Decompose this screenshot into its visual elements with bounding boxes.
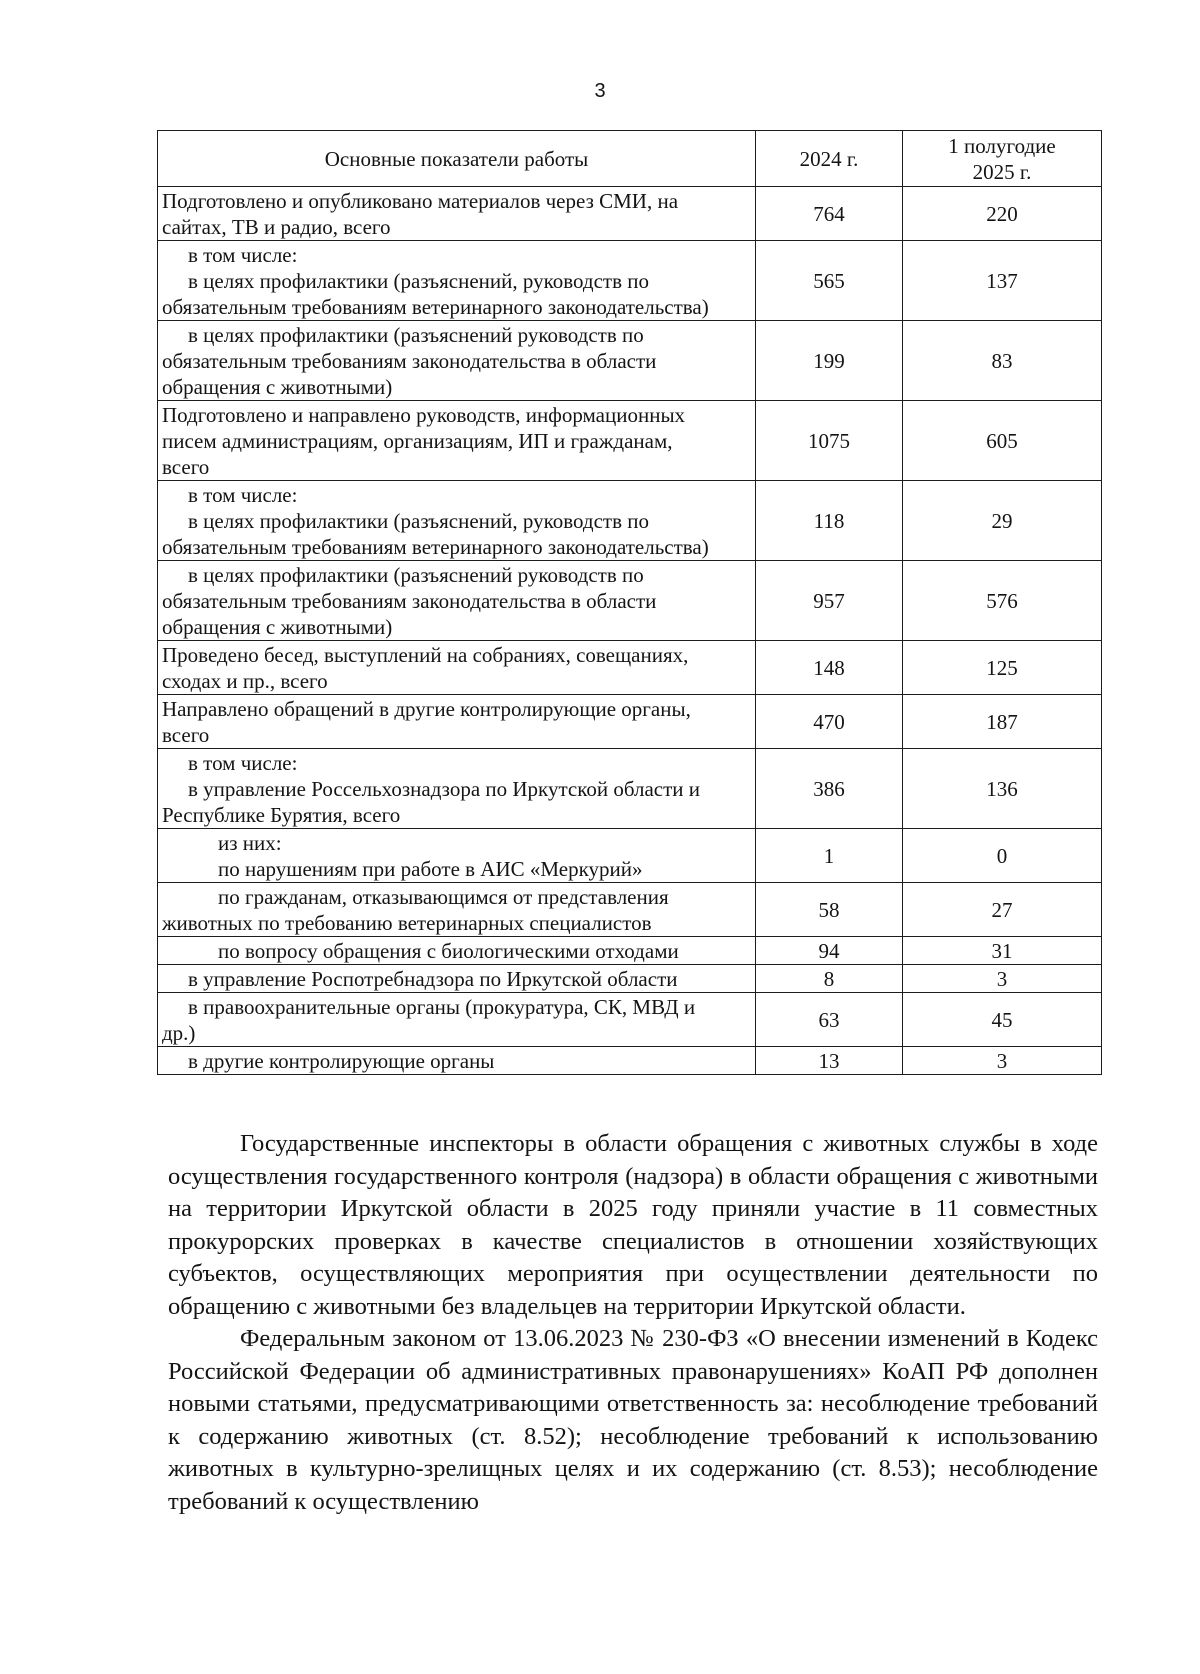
value-2024: 1 bbox=[756, 829, 903, 883]
value-half-2025: 3 bbox=[903, 965, 1102, 993]
value-half-2025: 45 bbox=[903, 993, 1102, 1047]
value-2024: 199 bbox=[756, 321, 903, 401]
row-label bbox=[158, 937, 756, 965]
value-half-2025: 3 bbox=[903, 1047, 1102, 1075]
row-label-line: в том числе: bbox=[188, 482, 298, 507]
value-half-2025: 0 bbox=[903, 829, 1102, 883]
row-label-line: сайтах, ТВ и радио, всего bbox=[162, 214, 391, 239]
row-label-line: в целях профилактики (разъяснений, руководств по bbox=[188, 508, 650, 533]
paragraph-inspectors: Государственные инспекторы в области обращения с животных службы в ходе осуществления государственного контроля (надзора) в области обращения с животными на территории Иркутской области в 2025 году приняли участие в 11 совместных прокурорских проверках в качестве специалистов в отношении хозяйствующих субъектов, осуществляющих мероприятия при осуществлении деятельности по обращению с животными без владельцев на территории Иркутской области. bbox=[168, 1130, 1098, 1320]
table-row bbox=[158, 883, 1102, 937]
row-label bbox=[158, 321, 756, 401]
row-label-line: всего bbox=[162, 722, 210, 747]
row-label bbox=[158, 829, 756, 883]
table-header-row bbox=[158, 131, 1102, 187]
row-label bbox=[158, 695, 756, 749]
row-label-line: всего bbox=[162, 454, 210, 479]
value-2024: 148 bbox=[756, 641, 903, 695]
value-2024: 13 bbox=[756, 1047, 903, 1075]
table-row bbox=[158, 401, 1102, 481]
row-label bbox=[158, 749, 756, 829]
value-half-2025: 187 bbox=[903, 695, 1102, 749]
header-indicator: Основные показатели работы bbox=[158, 131, 756, 187]
table-row bbox=[158, 241, 1102, 321]
value-2024: 764 bbox=[756, 187, 903, 241]
row-label-line: Подготовлено и опубликовано материалов через СМИ, на bbox=[162, 188, 679, 213]
row-label-line: в том числе: bbox=[188, 750, 298, 775]
row-label-line: из них: bbox=[218, 830, 282, 855]
value-2024: 63 bbox=[756, 993, 903, 1047]
row-label-line: Направлено обращений в другие контролирующие органы, bbox=[162, 696, 691, 721]
value-half-2025: 137 bbox=[903, 241, 1102, 321]
row-label-line: в том числе: bbox=[188, 242, 298, 267]
row-label-line: писем администрациям, организациям, ИП и гражданам, bbox=[162, 428, 673, 453]
row-label bbox=[158, 1047, 756, 1075]
row-label-line: по вопросу обращения с биологическими отходами bbox=[218, 938, 679, 963]
value-2024: 386 bbox=[756, 749, 903, 829]
value-2024: 957 bbox=[756, 561, 903, 641]
value-half-2025: 83 bbox=[903, 321, 1102, 401]
row-label-line: обязательным требованиям ветеринарного законодательства) bbox=[162, 294, 709, 319]
table-row bbox=[158, 695, 1102, 749]
table-row bbox=[158, 641, 1102, 695]
header-half-2025-line1: 1 полугодие bbox=[948, 133, 1056, 158]
paragraph-federal-law: Федеральным законом от 13.06.2023 № 230-ФЗ «О внесении изменений в Кодекс Российской Федерации об административных правонарушениях» КоАП РФ дополнен новыми статьями, предусматривающими ответственность за: несоблюдение требований к содержанию животных (ст. 8.52); несоблюдение требований к использованию животных в культурно-зрелищных целях и их содержанию (ст. 8.53); несоблюдение требований к осуществлению bbox=[168, 1325, 1098, 1515]
value-2024: 8 bbox=[756, 965, 903, 993]
row-label-line: животных по требованию ветеринарных специалистов bbox=[162, 910, 652, 935]
value-2024: 58 bbox=[756, 883, 903, 937]
value-2024: 118 bbox=[756, 481, 903, 561]
row-label-line: обязательным требованиям законодательства в области bbox=[162, 588, 657, 613]
value-2024: 565 bbox=[756, 241, 903, 321]
table-row bbox=[158, 1047, 1102, 1075]
value-half-2025: 29 bbox=[903, 481, 1102, 561]
indicators-table bbox=[157, 130, 1102, 1075]
table-row bbox=[158, 321, 1102, 401]
row-label-line: в целях профилактики (разъяснений, руководств по bbox=[188, 268, 650, 293]
row-label-line: в управление Роспотребнадзора по Иркутской области bbox=[188, 966, 678, 991]
header-half-2025-line2: 2025 г. bbox=[972, 159, 1032, 184]
row-label-line: в правоохранительные органы (прокуратура, СК, МВД и bbox=[188, 994, 696, 1019]
row-label bbox=[158, 993, 756, 1047]
row-label-line: в целях профилактики (разъяснений руководств по bbox=[188, 322, 644, 347]
value-half-2025: 31 bbox=[903, 937, 1102, 965]
table-row bbox=[158, 993, 1102, 1047]
row-label-line: по нарушениям при работе в АИС «Меркурий» bbox=[218, 856, 643, 881]
value-half-2025: 125 bbox=[903, 641, 1102, 695]
row-label bbox=[158, 883, 756, 937]
row-label-line: в управление Россельхознадзора по Иркутской области и bbox=[188, 776, 701, 801]
value-half-2025: 136 bbox=[903, 749, 1102, 829]
row-label bbox=[158, 187, 756, 241]
value-half-2025: 576 bbox=[903, 561, 1102, 641]
header-half-2025 bbox=[903, 131, 1102, 187]
row-label bbox=[158, 401, 756, 481]
row-label-line: Проведено бесед, выступлений на собраниях, совещаниях, bbox=[162, 642, 689, 667]
value-half-2025: 605 bbox=[903, 401, 1102, 481]
row-label-line: в целях профилактики (разъяснений руководств по bbox=[188, 562, 644, 587]
value-half-2025: 27 bbox=[903, 883, 1102, 937]
row-label-line: др.) bbox=[162, 1020, 196, 1045]
value-2024: 1075 bbox=[756, 401, 903, 481]
table-row bbox=[158, 481, 1102, 561]
row-label-line: Республике Бурятия, всего bbox=[162, 802, 401, 827]
table-row bbox=[158, 829, 1102, 883]
value-2024: 94 bbox=[756, 937, 903, 965]
row-label-line: обращения с животными) bbox=[162, 374, 393, 399]
table-row bbox=[158, 937, 1102, 965]
row-label bbox=[158, 965, 756, 993]
page-number: 3 bbox=[594, 80, 606, 102]
row-label bbox=[158, 641, 756, 695]
row-label-line: сходах и пр., всего bbox=[162, 668, 328, 693]
row-label bbox=[158, 481, 756, 561]
row-label-line: обязательным требованиям ветеринарного законодательства) bbox=[162, 534, 709, 559]
row-label bbox=[158, 561, 756, 641]
table-row bbox=[158, 965, 1102, 993]
header-2024: 2024 г. bbox=[756, 131, 903, 187]
table-row bbox=[158, 187, 1102, 241]
row-label-line: обращения с животными) bbox=[162, 614, 393, 639]
table-row bbox=[158, 561, 1102, 641]
value-half-2025: 220 bbox=[903, 187, 1102, 241]
body-text bbox=[168, 1128, 1098, 1518]
row-label-line: обязательным требованиям законодательства в области bbox=[162, 348, 657, 373]
row-label-line: по гражданам, отказывающимся от представления bbox=[218, 884, 669, 909]
row-label-line: в другие контролирующие органы bbox=[188, 1048, 495, 1073]
row-label-line: Подготовлено и направлено руководств, информационных bbox=[162, 402, 686, 427]
value-2024: 470 bbox=[756, 695, 903, 749]
table-row bbox=[158, 749, 1102, 829]
row-label bbox=[158, 241, 756, 321]
